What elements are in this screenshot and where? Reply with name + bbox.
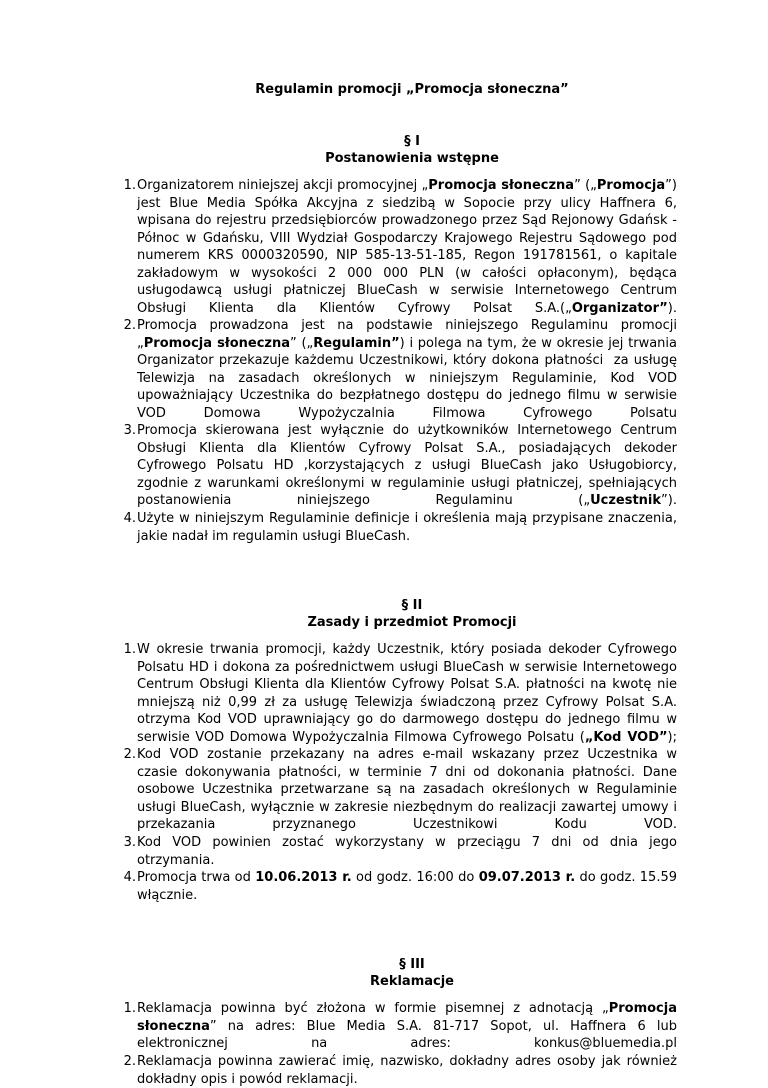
list-item: Reklamacja powinna zawierać imię, nazwisko, dokładny adres osoby jak również dokładny opis i powód reklamacji. (137, 1054, 682, 1087)
section-heading: Reklamacje (370, 974, 454, 989)
list-item: W okresie trwania promocji, każdy Uczestnik, który posiada dekoder Cyfrowego Polsatu HD i dokona za pośrednictwem usługi BlueCash w serwisie Internetowego Centrum Obsługi Klienta dla Klientów Cyfrowy Polsat S.A. płatności na kwotę nie mniejszą niż 0,99 zł za usługę Telewizja świadczoną przez Cyfrowy Polsat S.A. otrzyma Kod VOD uprawniający go do darmowego dostępu do jednego filmu w serwisie VOD Domowa Wypożyczalnia Filmowa Cyfrowego Polsatu („Kod VOD”); (137, 642, 682, 745)
list-item-number: 1. (123, 642, 136, 657)
list-item: Kod VOD zostanie przekazany na adres e-mail wskazany przez Uczestnika w czasie dokonywania płatności, w terminie 7 dni od dokonania płatności. Dane osobowe Uczestnika przetwarzane są na zasadach określonych w Regulaminie usługi BlueCash, wyłącznie w zakresie niezbędnym do realizacji zawartej umowy i przekazania przyznanego Uczestnikowi Kodu VOD. (137, 747, 682, 833)
list-item: Reklamacja powinna być złożona w formie pisemnej z adnotacją „Promocja słoneczna” na adres: Blue Media S.A. 81-717 Sopot, ul. Haffnera 6 lub elektronicznej na adres: konkus@bluemedia.pl (137, 1001, 682, 1052)
list-item-number: 2. (123, 1054, 136, 1069)
document-title: Regulamin promocji „Promocja słoneczna” (255, 82, 569, 97)
list-item-number: 4. (123, 511, 136, 526)
list-item-number: 1. (123, 1001, 136, 1016)
section-heading: Zasady i przedmiot Promocji (307, 615, 517, 630)
list-item-number: 2. (123, 747, 136, 762)
list-item: Kod VOD powinien zostać wykorzystany w przeciągu 7 dni od dnia jego otrzymania. (137, 835, 682, 868)
section-sign: § III (399, 957, 425, 972)
section-heading: Postanowienia wstępne (325, 151, 499, 166)
list-item-number: 4. (123, 870, 136, 885)
list-item: Promocja prowadzona jest na podstawie niniejszego Regulaminu promocji „Promocja słoneczna” („Regulamin”) i polega na tym, że w okresie jej trwania Organizator przekazuje każdemu Uczestnikowi, który dokona płatności za usługę Telewizja na zasadach określonych w niniejszym Regulaminie, Kod VOD upoważniający Uczestnika do bezpłatnego dostępu do jednego filmu w serwisie VOD Domowa Wypożyczalnia Filmowa Cyfrowego Polsatu (137, 318, 682, 421)
list-item: Promocja skierowana jest wyłącznie do użytkowników Internetowego Centrum Obsługi Klienta dla Klientów Cyfrowy Polsat S.A., posiadających dekoder Cyfrowego Polsatu HD ,korzystających z usługi BlueCash jako Usługobiorcy, zgodnie z warunkami określonymi w regulaminie usługi płatniczej, spełniających postanowienia niniejszego Regulaminu („Uczestnik”). (137, 423, 682, 509)
list-item-number: 3. (123, 835, 136, 850)
list-item: Organizatorem niniejszej akcji promocyjnej „Promocja słoneczna” („Promocja”) jest Blue Media Spółka Akcyjna z siedzibą w Sopocie przy ulicy Haffnera 6, wpisana do rejestru przedsiębiorców prowadzonego przez Sąd Rejonowy Gdańsk - Północ w Gdańsku, VIII Wydział Gospodarczy Krajowego Rejestru Sądowego pod numerem KRS 0000320590, NIP 585-13-51-185, Regon 191781561, o kapitale zakładowym w wysokości 2 000 000 PLN (w całości opłaconym), będąca usługodawcą usługi płatniczej BlueCash w serwisie Internetowego Centrum Obsługi Klienta dla Klientów Cyfrowy Polsat S.A.(„Organizator”). (137, 178, 682, 316)
list-item: Użyte w niniejszym Regulaminie definicje i określenia mają przypisane znaczenia, jakie nadał im regulamin usługi BlueCash. (137, 511, 682, 544)
section-sign: § II (401, 598, 423, 613)
list-item-number: 2. (123, 318, 136, 333)
list-item: Promocja trwa od 10.06.2013 r. od godz. 16:00 do 09.07.2013 r. do godz. 15.59 włącznie. (137, 870, 682, 903)
section-sign: § I (404, 134, 420, 149)
list-item-number: 3. (123, 423, 136, 438)
list-item-number: 1. (123, 178, 136, 193)
